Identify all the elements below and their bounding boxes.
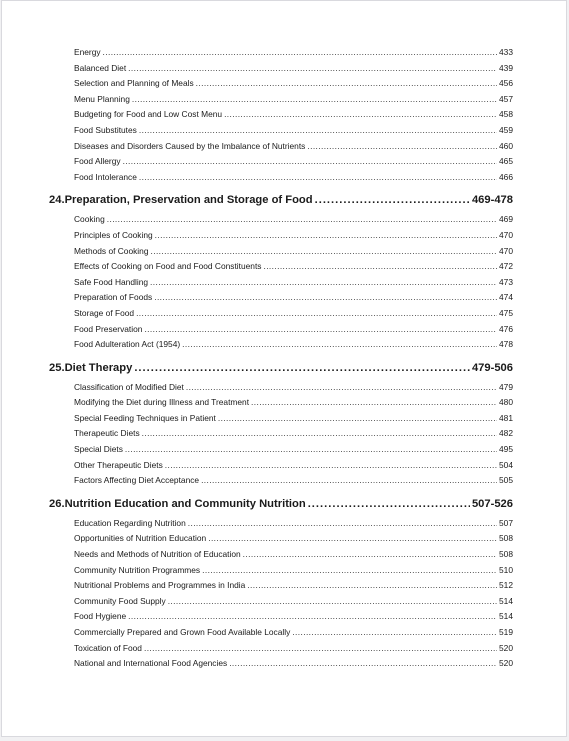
chapter-entries: [49, 212, 513, 352]
entry-title: Safe Food Handling: [74, 276, 149, 287]
dot-leader: [142, 426, 497, 442]
toc-entry[interactable]: [49, 337, 513, 353]
dot-leader: [315, 189, 470, 212]
toc-entry[interactable]: [49, 516, 513, 532]
toc-entry[interactable]: [49, 107, 513, 123]
entry-page: 475: [499, 307, 513, 318]
dot-leader: [188, 516, 497, 532]
entry-title: Selection and Planning of Meals: [74, 78, 194, 89]
dot-leader: [150, 275, 497, 291]
toc-entry[interactable]: [49, 563, 513, 579]
toc-entry[interactable]: [49, 92, 513, 108]
dot-leader: [292, 625, 497, 641]
entry-title: Effects of Cooking on Food and Food Constituents: [74, 261, 262, 272]
dot-leader: [251, 395, 497, 411]
toc-entry[interactable]: [49, 395, 513, 411]
entry-page: 466: [499, 171, 513, 182]
entry-title: Classification of Modified Diet: [74, 381, 184, 392]
toc-entry[interactable]: [49, 547, 513, 563]
chapter-number: 25.: [49, 361, 65, 374]
entry-title: Cooking: [74, 214, 105, 225]
entry-page: 508: [499, 533, 513, 544]
toc-entry[interactable]: [49, 411, 513, 427]
chapter-number: 24.: [49, 194, 65, 207]
chapter-title: Nutrition Education and Community Nutrition: [64, 497, 306, 510]
toc-entry[interactable]: [49, 578, 513, 594]
entry-title: Opportunities of Nutrition Education: [74, 533, 207, 544]
entry-page: 457: [499, 93, 513, 104]
entry-title: Special Diets: [74, 444, 123, 455]
dot-leader: [247, 578, 497, 594]
entry-page: 465: [499, 156, 513, 167]
entry-page: 480: [499, 397, 513, 408]
toc-entry[interactable]: [49, 45, 513, 61]
chapter-pages: 507-526: [471, 497, 513, 510]
entry-title: Menu Planning: [74, 93, 130, 104]
toc-entry[interactable]: [49, 259, 513, 275]
toc-entry[interactable]: [49, 594, 513, 610]
entry-title: Food Adulteration Act (1954): [74, 339, 181, 350]
entry-title: Community Food Supply: [74, 595, 166, 606]
dot-leader: [125, 442, 497, 458]
toc-entry[interactable]: [49, 625, 513, 641]
entry-page: 495: [499, 444, 513, 455]
dot-leader: [165, 458, 497, 474]
dot-leader: [128, 609, 497, 625]
entry-title: Community Nutrition Programmes: [74, 564, 201, 575]
toc-entry[interactable]: [49, 426, 513, 442]
chapter-pages: 469-478: [471, 194, 513, 207]
entry-page: 439: [499, 62, 513, 73]
entry-title: Special Feeding Techniques in Patient: [74, 412, 216, 423]
entry-page: 505: [499, 475, 513, 486]
entry-title: Balanced Diet: [74, 62, 127, 73]
toc-entry[interactable]: [49, 123, 513, 139]
entry-page: 474: [499, 292, 513, 303]
entry-page: 520: [499, 642, 513, 653]
dot-leader: [202, 563, 497, 579]
entry-title: Food Intolerance: [74, 171, 137, 182]
dot-leader: [155, 228, 497, 244]
dot-leader: [103, 45, 497, 61]
entry-page: 470: [499, 245, 513, 256]
toc-entry[interactable]: [49, 656, 513, 672]
entry-page: 514: [499, 611, 513, 622]
entry-page: 476: [499, 323, 513, 334]
table-of-contents: [49, 45, 513, 676]
entry-page: 507: [499, 517, 513, 528]
entry-page: 514: [499, 595, 513, 606]
entry-title: Needs and Methods of Nutrition of Education: [74, 549, 241, 560]
entry-page: 470: [499, 229, 513, 240]
entry-title: Nutritional Problems and Programmes in India: [74, 580, 246, 591]
toc-entry[interactable]: [49, 212, 513, 228]
toc-entry[interactable]: [49, 473, 513, 489]
entry-page: 460: [499, 140, 513, 151]
dot-leader: [107, 212, 497, 228]
entry-page: 512: [499, 580, 513, 591]
entry-title: Diseases and Disorders Caused by the Imbalance of Nutrients: [74, 140, 306, 151]
chapter-heading[interactable]: [49, 493, 513, 516]
entry-title: Therapeutic Diets: [74, 428, 140, 439]
toc-entry[interactable]: [49, 275, 513, 291]
toc-entry[interactable]: [49, 531, 513, 547]
toc-entry[interactable]: [49, 61, 513, 77]
dot-leader: [263, 259, 497, 275]
toc-entry[interactable]: [49, 380, 513, 396]
chapter-number: 26.: [49, 497, 65, 510]
entry-title: National and International Food Agencies: [74, 658, 228, 669]
dot-leader: [151, 244, 498, 260]
entry-title: Other Therapeutic Diets: [74, 459, 163, 470]
dot-leader: [308, 493, 470, 516]
entry-page: 469: [499, 214, 513, 225]
toc-entry[interactable]: [49, 442, 513, 458]
entry-title: Budgeting for Food and Low Cost Menu: [74, 109, 223, 120]
chapter-title: Diet Therapy: [64, 361, 133, 374]
entry-page: 459: [499, 124, 513, 135]
dot-leader: [201, 473, 497, 489]
entry-page: 520: [499, 658, 513, 669]
toc-entry[interactable]: [49, 322, 513, 338]
toc-entry[interactable]: [49, 139, 513, 155]
chapter-heading[interactable]: [49, 357, 513, 380]
entry-page: 456: [499, 78, 513, 89]
toc-entry[interactable]: [49, 170, 513, 186]
entry-page: 519: [499, 627, 513, 637]
dot-leader: [196, 76, 497, 92]
dot-leader: [168, 594, 497, 610]
entry-title: Modifying the Diet during Illness and Treatment: [74, 397, 250, 408]
entry-page: 458: [499, 109, 513, 120]
dot-leader: [218, 411, 497, 427]
toc-entry[interactable]: [49, 290, 513, 306]
entry-page: 504: [499, 459, 513, 470]
pre-entries-group: [49, 45, 513, 185]
entry-title: Food Substitutes: [74, 124, 137, 135]
toc-entry[interactable]: [49, 228, 513, 244]
dot-leader: [132, 92, 497, 108]
dot-leader: [134, 357, 470, 380]
toc-entry[interactable]: [49, 306, 513, 322]
entry-page: 508: [499, 549, 513, 560]
toc-entry[interactable]: [49, 609, 513, 625]
entry-title: Methods of Cooking: [74, 245, 149, 256]
toc-entry[interactable]: [49, 458, 513, 474]
dot-leader: [128, 61, 497, 77]
entry-page: 482: [499, 428, 513, 439]
dot-leader: [144, 322, 497, 338]
entry-page: 510: [499, 564, 513, 575]
chapter-entries: [49, 516, 513, 672]
chapter-title: Preparation, Preservation and Storage of Food: [64, 194, 313, 207]
entry-page: 433: [499, 47, 513, 57]
entry-title: Food Allergy: [74, 156, 121, 167]
dot-leader: [139, 123, 497, 139]
chapter-pages: 479-506: [471, 361, 513, 374]
dot-leader: [229, 656, 497, 672]
entry-page: 473: [499, 276, 513, 287]
dot-leader: [123, 154, 497, 170]
dot-leader: [139, 170, 497, 186]
toc-entry[interactable]: [49, 76, 513, 92]
entry-title: Factors Affecting Diet Acceptance: [74, 475, 200, 486]
dot-leader: [182, 337, 497, 353]
entry-title: Toxication of Food: [74, 642, 142, 653]
chapter-heading[interactable]: [49, 189, 513, 212]
entry-page: 481: [499, 412, 513, 423]
toc-entry[interactable]: [49, 244, 513, 260]
entry-page: 472: [499, 261, 513, 272]
dot-leader: [224, 107, 497, 123]
entry-page: 479: [499, 381, 513, 392]
entry-title: Energy: [74, 47, 101, 57]
dot-leader: [307, 139, 497, 155]
dot-leader: [144, 641, 497, 657]
chapter-entries: [49, 380, 513, 489]
entry-title: Education Regarding Nutrition: [74, 517, 186, 528]
dot-leader: [243, 547, 497, 563]
dot-leader: [186, 380, 497, 396]
dot-leader: [136, 306, 497, 322]
entry-title: Food Preservation: [74, 323, 143, 334]
entry-page: 478: [499, 339, 513, 350]
entry-title: Storage of Food: [74, 307, 135, 318]
entry-title: Food Hygiene: [74, 611, 127, 622]
toc-entry[interactable]: [49, 154, 513, 170]
entry-title: Principles of Cooking: [74, 229, 153, 240]
entry-title: Preparation of Foods: [74, 292, 153, 303]
entry-title: Commercially Prepared and Grown Food Available Locally: [74, 627, 291, 637]
dot-leader: [208, 531, 497, 547]
dot-leader: [154, 290, 497, 306]
toc-entry[interactable]: [49, 641, 513, 657]
document-page: [1, 0, 567, 737]
